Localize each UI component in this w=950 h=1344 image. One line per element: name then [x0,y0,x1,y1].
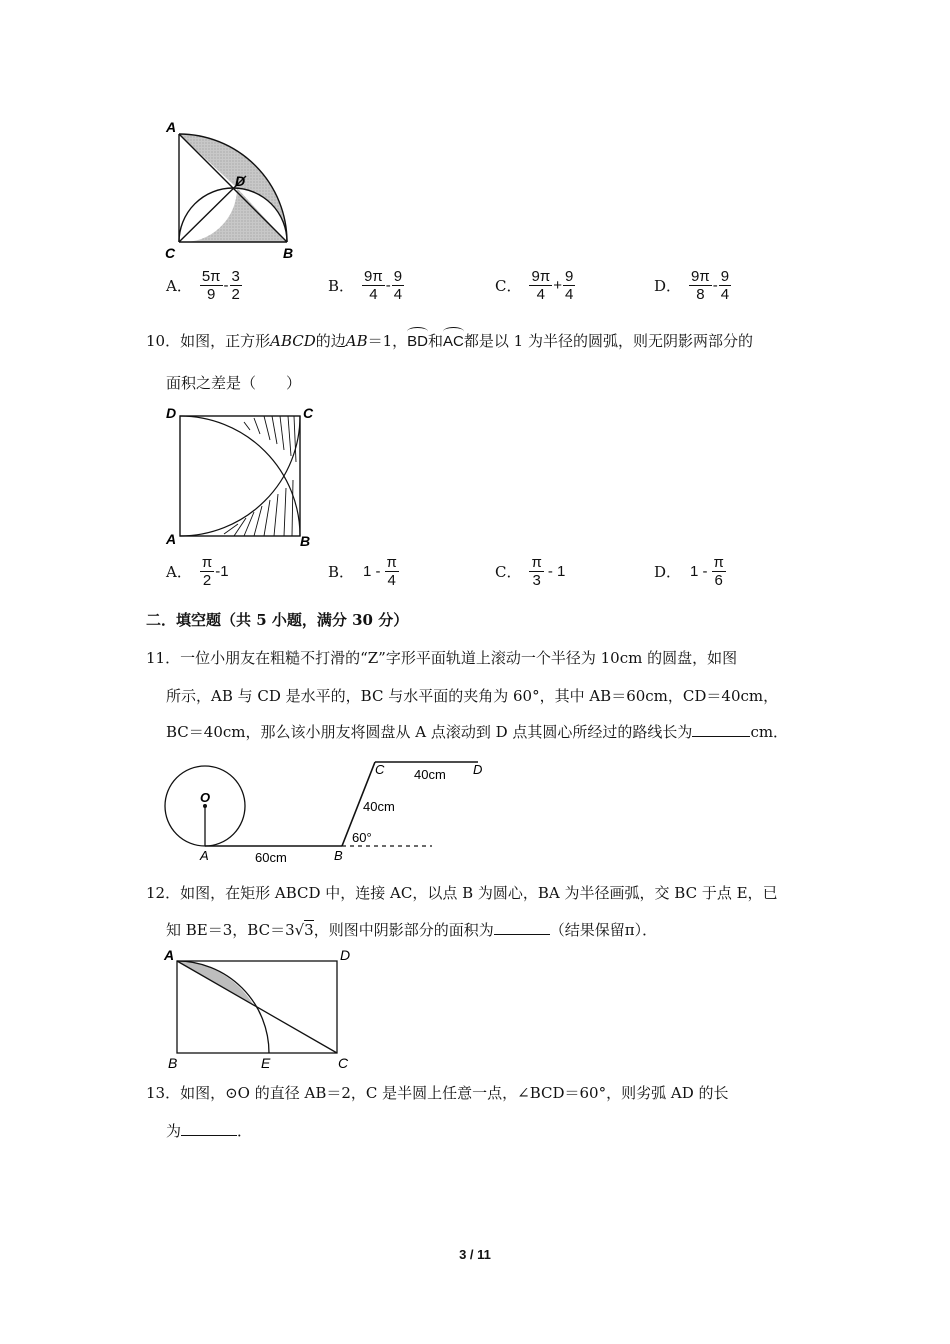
q9-option-b[interactable]: B． $\frac{9\pi}{4}$ - $\frac{9}{4}$ [328,268,403,303]
q13-line1: 13．如图，⊙O 的直径 AB＝2，C 是半圆上任意一点，∠BCD＝60°，则劣弧 AD 的长 [146,1084,729,1102]
q11-label-b: B [334,848,343,863]
q9-option-a[interactable]: A． $\frac{5\pi}{9}$ - $\frac{3}{2}$ [166,268,240,303]
q11-label-a: A [200,848,209,863]
page-number: 3 / 11 [459,1247,491,1262]
q9-label-a: A [166,119,177,135]
q10-figure [160,400,320,550]
q11-label-d: D [473,762,483,777]
q11-line1: 11．一位小朋友在粗糙不打滑的“Z”字形平面轨道上滚动一个半径为 10cm 的圆盘，如图 [146,649,738,667]
q12-label-c: C [338,1055,349,1071]
q13-line2: 为 ． [166,1122,253,1140]
q10-label-c: C [303,405,314,421]
section-title: 二．填空题（共 5 小题，满分 30 分） [146,611,409,629]
q12-line1: 12．如图，在矩形 ABCD 中，连接 AC，以点 B 为圆心，BA 为半径画弧，交 BC 于点 E，已 [146,884,778,902]
q10-label-b: B [300,533,311,549]
q11-angle: 60° [352,830,372,845]
q12-label-e: E [261,1055,271,1071]
arc-bd: BD [407,333,429,350]
q11-ab-length: 60cm [255,850,287,865]
q12-label-b: B [168,1055,178,1071]
q11-bc-length: 40cm [363,799,395,814]
q10-line2: 面积之差是（ ） [166,374,302,392]
q9-figure [160,118,300,263]
q11-label-o: O [200,790,211,805]
q11-answer-blank[interactable] [692,722,750,737]
q12-label-a: A [164,947,175,963]
q9-label-c: C [165,245,176,261]
q13-answer-blank[interactable] [181,1121,237,1136]
arc-ac: AC [443,333,464,350]
q9-label-d: D [235,173,246,189]
q12-line2: 知 BE＝3，BC＝3√3，则图中阴影部分的面积为 （结果保留π）． [166,921,658,939]
q10-label-a: A [166,531,177,547]
q12-answer-blank[interactable] [494,920,550,935]
q10-option-c[interactable]: C． $\frac{\pi}{3}$ - 1 [495,554,566,589]
q10-option-d[interactable]: D． 1 - $\frac{\pi}{6}$ [654,554,724,589]
q11-line3: BC＝40cm，那么该小朋友将圆盘从 A 点滚动到 D 点其圆心所经过的路线长为 cm． [166,723,789,741]
q9-label-b: B [283,245,294,261]
q11-line2: 所示，AB 与 CD 是水平的，BC 与水平面的夹角为 60°，其中 AB＝60cm，CD＝40cm， [166,687,779,705]
q11-label-c: C [375,762,385,777]
q10-line1: 10．如图，正方形ABCD的边AB＝1，BD和AC都是以 1 为半径的圆弧，则无阴影两部分的 [146,332,753,350]
q11-cd-length: 40cm [414,767,446,782]
q12-label-d: D [340,947,351,963]
q10-option-b[interactable]: B． 1 - $\frac{\pi}{4}$ [328,554,397,589]
q9-option-c[interactable]: C． $\frac{9\pi}{4}$ + $\frac{9}{4}$ [495,268,574,303]
q12-figure [160,944,360,1072]
q9-option-d[interactable]: D． $\frac{9\pi}{8}$ - $\frac{9}{4}$ [654,268,730,303]
q11-figure [160,756,483,868]
q10-label-d: D [166,405,177,421]
q10-option-a[interactable]: A． $\frac{\pi}{2}$ -1 [166,554,229,589]
